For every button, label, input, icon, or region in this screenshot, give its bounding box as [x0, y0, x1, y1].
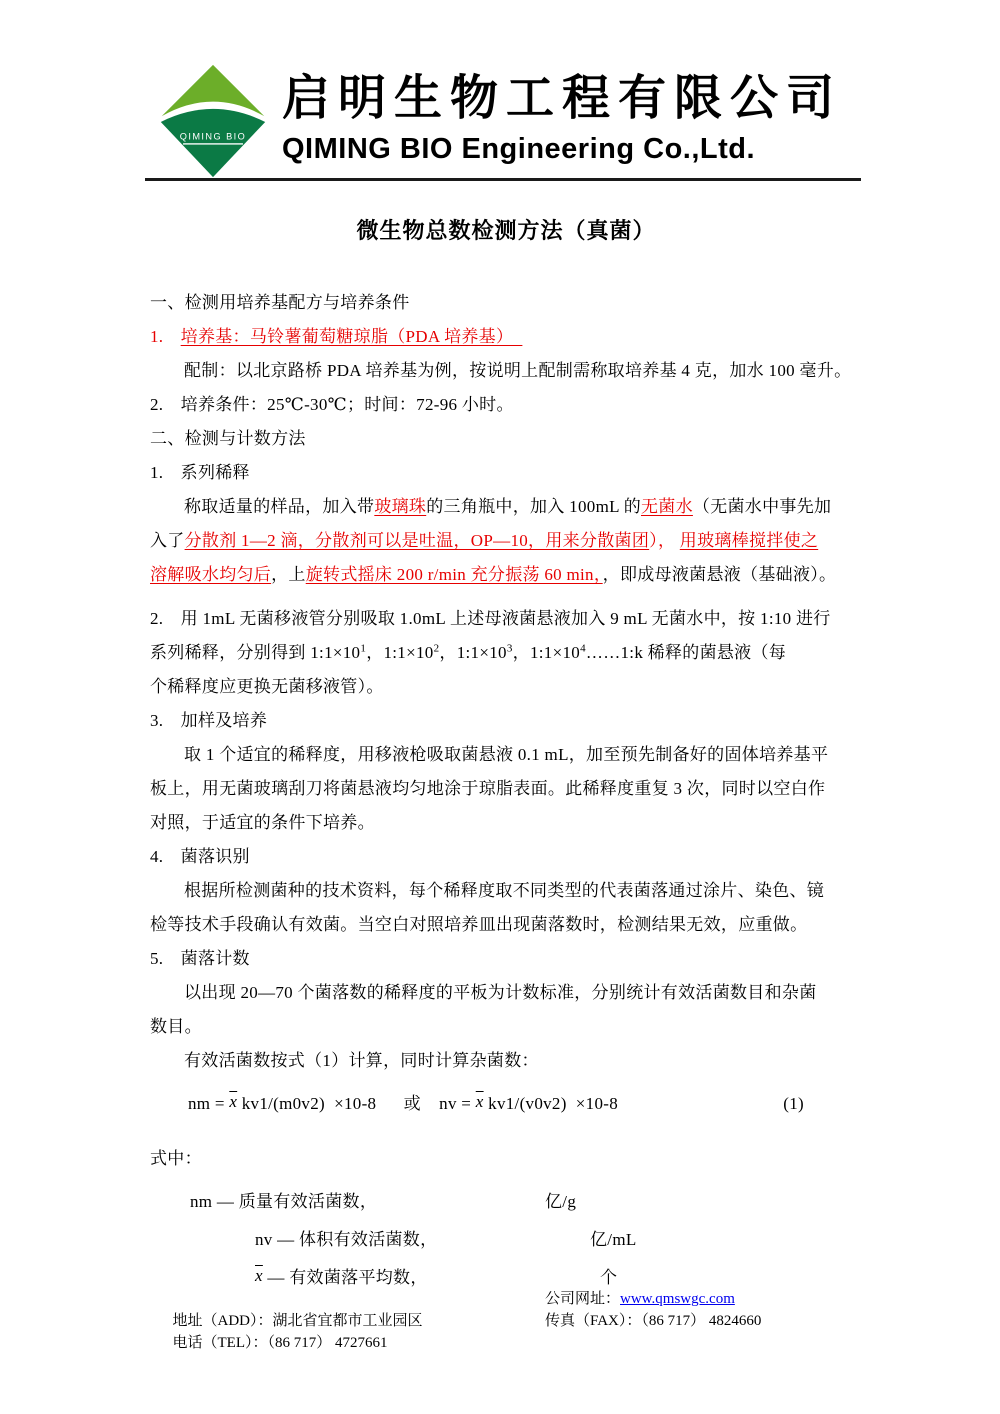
text-segment: 检等技术手段确认有效菌。当空白对照培养皿出现菌落数时，检测结果无效，应重做。 [150, 915, 808, 934]
text-segment: 一、检测用培养基配方与培养条件 [150, 293, 410, 312]
text-segment: 2. 培养条件：25℃-30℃；时间：72-96 小时。 [150, 395, 514, 414]
plating-text-1 [150, 738, 862, 772]
website-link[interactable]: www.qmswgc.com [620, 1291, 735, 1307]
text-segment: (1) [783, 1094, 804, 1113]
website-field [545, 1288, 735, 1310]
text-segment: 2 [433, 642, 440, 655]
text-segment: 入了 [150, 531, 185, 550]
text-segment: ，上 [271, 565, 306, 584]
item-culture-conditions [150, 388, 862, 422]
text-segment: $\overline{x}$ [229, 1092, 238, 1111]
identification-text-2 [150, 908, 862, 942]
unit-label: 亿/g [545, 1192, 577, 1211]
fax-label: 传真（FAX）：（86 717） 4824660 [545, 1313, 762, 1329]
item-serial-dilution [150, 456, 862, 490]
dilution-text-1 [150, 490, 862, 524]
document-body [150, 286, 862, 1297]
definition-nv [150, 1221, 862, 1259]
text-segment: 溶解吸水均匀后 [150, 565, 272, 584]
text-segment: $\overline{x}$ [255, 1266, 263, 1285]
logo-bottom-diamond [161, 109, 265, 177]
website-label: 公司网址： [545, 1291, 621, 1307]
item-medium [150, 320, 862, 354]
text-segment: 根据所检测菌种的技术资料，每个稀释度取不同类型的代表菌落通过涂片、染色、镜 [184, 881, 825, 900]
text-segment: nm — 质量有效活菌数， [190, 1192, 378, 1211]
text-segment: 配制：以北京路桥 PDA 培养基为例，按说明上配制需称取培养基 4 克，加水 100 毫升。 [184, 361, 852, 380]
text-segment: 数目。 [150, 1017, 202, 1036]
text-segment: nv — 体积有效活菌数， [255, 1230, 438, 1249]
item-plating [150, 704, 862, 738]
text-segment: 1 [360, 642, 367, 655]
text-segment: 的三角瓶中，加入 100mL 的 [426, 497, 641, 516]
unit-label: 亿/mL [590, 1230, 637, 1249]
text-segment: 板上，用无菌玻璃刮刀将菌悬液均匀地涂于琼脂表面。此稀释度重复 3 次，同时以空白作 [150, 779, 826, 798]
text-segment: 4 [580, 642, 586, 655]
address-label: 地址（ADD）：湖北省宜都市工业园区 [172, 1313, 423, 1329]
text-segment: 3 [506, 642, 513, 655]
text-segment: 系列稀释，分别得到 1:1×10 [150, 643, 361, 662]
text-segment: 称取适量的样品，加入带 [184, 497, 375, 516]
text-segment: 旋转式摇床 200 r/min 充分振荡 60 min， [305, 565, 603, 584]
text-segment: ）， [649, 531, 680, 550]
formula-intro [150, 1044, 862, 1078]
medium-preparation [150, 354, 862, 388]
text-segment: 个稀释度应更换无菌移液管）。 [150, 677, 384, 696]
text-segment: 二、检测与计数方法 [150, 429, 306, 448]
dilution-text-3 [150, 558, 862, 592]
pipette-step-3 [150, 670, 862, 704]
item-colony-counting [150, 942, 862, 976]
text-segment: ，1:1×10 [512, 643, 581, 662]
item-pipette-step [150, 602, 862, 636]
text-segment: 用玻璃棒搅拌使之 [679, 531, 819, 550]
text-segment: 无菌水 [641, 497, 693, 516]
text-segment: 4. 菌落识别 [150, 847, 250, 866]
text-segment: nm = [188, 1094, 230, 1113]
text-segment: ……1:k 稀释的菌悬液（每 [585, 643, 787, 662]
page-footer [150, 1288, 862, 1351]
text-segment: ，1:1×10 [439, 643, 507, 662]
header-divider [145, 178, 861, 181]
text-segment: 5. 菌落计数 [150, 949, 250, 968]
company-name-en: QIMING BIO Engineering Co.,Ltd. [282, 133, 756, 165]
text-segment: 取 1 个适宜的稀释度，用移液枪吸取菌悬液 0.1 mL，加至预先制备好的固体培养基平 [184, 745, 829, 764]
company-name-cn: 启明生物工程有限公司 [282, 72, 843, 125]
footer-row-2 [150, 1310, 862, 1351]
dilution-text-2 [150, 524, 862, 558]
page-title: 微生物总数检测方法（真菌） [356, 218, 656, 243]
text-segment: 或 nv = [376, 1094, 476, 1113]
phone-label: 电话（TEL）：（86 717） 4727661 [172, 1335, 388, 1351]
pipette-step-2 [150, 636, 862, 670]
unit-label: 个 [600, 1268, 618, 1287]
text-segment: 培养基：马铃薯葡萄糖琼脂（PDA 培养基） [180, 327, 523, 346]
text-segment: 式中： [150, 1149, 202, 1168]
counting-text-1 [150, 976, 862, 1010]
text-segment: $\overline{x}$ [475, 1092, 484, 1111]
where-label [150, 1142, 862, 1176]
text-segment: 对照，于适宜的条件下培养。 [150, 813, 375, 832]
section-2-heading [150, 422, 862, 456]
section-1-heading [150, 286, 862, 320]
formula-line [150, 1087, 862, 1121]
logo-top-triangle [162, 65, 264, 116]
text-segment: 有效活菌数按式（1）计算，同时计算杂菌数： [184, 1051, 539, 1070]
text-segment: kv1/(m0v2) ×10-8 [237, 1094, 377, 1113]
logo-underline [183, 143, 243, 144]
text-segment: 1. [150, 327, 181, 346]
text-segment: kv1/(v0v2) ×10-8 [483, 1094, 619, 1113]
identification-text-1 [150, 874, 862, 908]
item-colony-identification [150, 840, 862, 874]
logo-text: QIMING BIO [179, 131, 247, 142]
text-segment: 分散剂 1—2 滴，分散剂可以是吐温，OP—10，用来分散菌团 [184, 531, 650, 550]
text-segment: 以出现 20—70 个菌落数的稀释度的平板为计数标准，分别统计有效活菌数目和杂菌 [184, 983, 817, 1002]
text-segment: 1. 系列稀释 [150, 463, 250, 482]
definition-nm [150, 1183, 862, 1221]
counting-text-2 [150, 1010, 862, 1044]
text-segment: — 有效菌落平均数， [262, 1268, 428, 1287]
plating-text-3 [150, 806, 862, 840]
text-segment: 2. 用 1mL 无菌移液管分别吸取 1.0mL 上述母液菌悬液加入 9 mL 无菌水中，按 1:10 进行 [150, 609, 831, 628]
text-segment: ，即成母液菌悬液（基础液）。 [602, 565, 837, 584]
text-segment: ，1:1×10 [366, 643, 434, 662]
text-segment: （无菌水中事先加 [692, 497, 832, 516]
text-segment: 玻璃珠 [374, 497, 427, 516]
plating-text-2 [150, 772, 862, 806]
text-segment: 3. 加样及培养 [150, 711, 268, 730]
company-logo-icon [155, 62, 271, 180]
